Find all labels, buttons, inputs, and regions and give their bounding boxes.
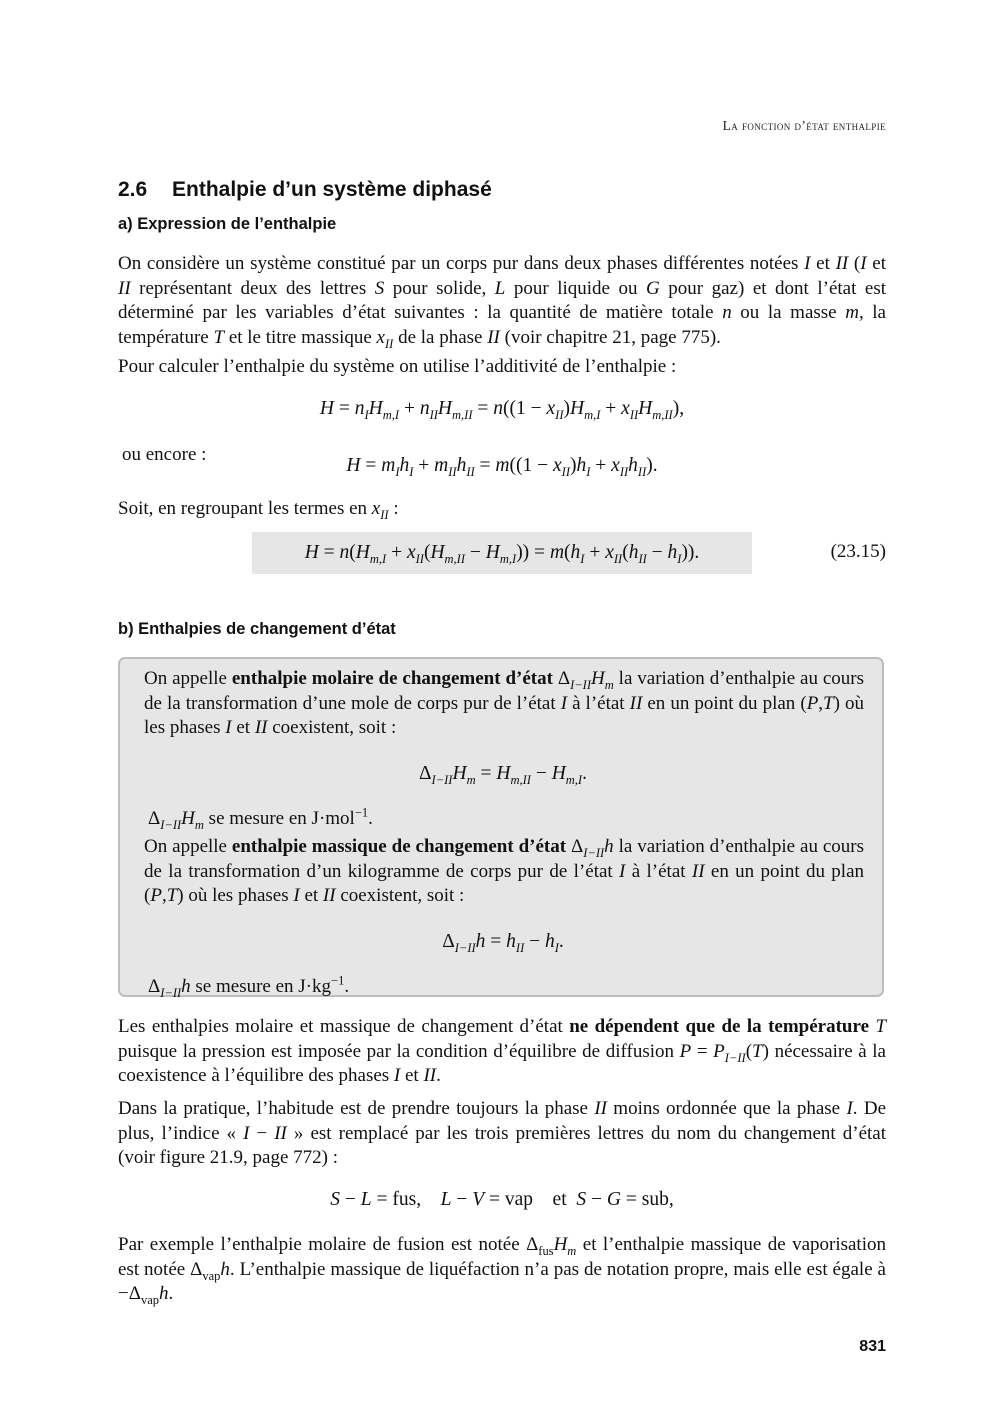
section-title [118, 178, 492, 202]
paragraph-intro: On considère un système constitué par un corps pur dans deux phases différentes notées I et II (I et II représentant deux des lettres S pour solide, L pour liquide ou G pour gaz) et dont l’état est déterminé par les variables d’état suivantes : la quantité de matière totale n ou la masse m, la température T et le titre massique $x_{II}$ de la phase II (voir chapitre 21, page 775). [118, 253, 887, 351]
text-soit-regroupant: Soit, en regroupant les termes en [118, 498, 368, 519]
equation-number: (23.15) [830, 541, 886, 562]
definition-box [118, 657, 884, 1000]
page-number: 831 [859, 1338, 886, 1355]
definition-massique: On appelle enthalpie massique de changement d’état $\Delta_{I-II}h$ la variation d’enthalpie au cours de la transformation d’un kilogramme de corps pur de l’état I à l’état II en un point du plan (P,T) où les phases I et II coexistent, soit : [144, 836, 865, 906]
running-head: La fonction d’état enthalpie [722, 118, 886, 133]
subsection-b-title: b) Enthalpies de changement d’état [118, 620, 396, 638]
equation-h-molar: $H = n_IH_{m,I} + n_{II}H_{m,II} = n((1 - x_{II})H_{m,I} + x_{II}H_{m,II})$, [319, 398, 685, 422]
paragraph-exemple: Par exemple l’enthalpie molaire de fusion est notée $\Delta_{fus}H_m$ et l’enthalpie massique de vaporisation est notée $\Delta_{vap}h$. L’enthalpie massique de liquéfaction n’a pas de notation propre, mais elle est égale à $-\Delta_{vap}h$. [118, 1234, 886, 1307]
equation-h-mass: $H = m_Ih_I + m_{II}h_{II} = m((1 - x_{II})h_I + x_{II}h_{II})$. [346, 455, 658, 479]
text-ou-encore: ou encore : [122, 444, 207, 465]
equation-delta-hm: $\Delta_{I-II}H_m = H_{m,II} - H_{m,I}$. [419, 763, 587, 787]
section-number: 2.6 [118, 178, 148, 201]
equation-delta-h: $\Delta_{I-II}h = h_{II} - h_I$. [442, 931, 564, 955]
paragraph-temperature: Les enthalpies molaire et massique de changement d’état ne dépendent que de la température T puisque la pression est imposée par la condition d’équilibre de diffusion $P = P_{I-II}(T)$ nécessaire à la coexistence à l’équilibre des phases I et II. [118, 1016, 887, 1086]
definition-molaire: On appelle enthalpie molaire de changement d’état $\Delta_{I-II}H_m$ la variation d’enthalpie au cours de la transformation d’une mole de corps pur de l’état I à l’état II en un point du plan (P,T) où les phases I et II coexistent, soit : [144, 668, 865, 738]
bold-molaire: enthalpie molaire de changement d’état [231, 668, 553, 689]
paragraph-additivity: Pour calculer l’enthalpie du système on utilise l’additivité de l’enthalpie : [118, 356, 677, 377]
equation-abbreviations: S − L = fus, L − V = vap et S − G = sub, [330, 1189, 674, 1210]
paragraph-regroupant: Soit, en regroupant les termes en $x_{II}$ : [118, 498, 399, 522]
subsection-a-title: a) Expression de l’enthalpie [118, 215, 337, 233]
text-colon: : [388, 498, 399, 519]
bold-temperature: ne dépendent que de la température [569, 1016, 870, 1037]
boxed-equation: $H = n(H_{m,I} + x_{II}(H_{m,II} - H_{m,I})) = m(h_I + x_{II}(h_{II} - h_I))$. [252, 532, 752, 574]
unit-molaire: $\Delta_{I-II}H_m$ se mesure en J·mol$^{-1}$. [148, 805, 373, 832]
unit-massique: $\Delta_{I-II}h$ se mesure en $J\cdot kg^{-1}$. [148, 973, 350, 1000]
bold-massique: enthalpie massique de changement d’état [231, 836, 567, 857]
paragraph-pratique: Dans la pratique, l’habitude est de prendre toujours la phase II moins ordonnée que la phase I. De plus, l’indice « I − II » est remplacé par les trois premières lettres du nom du changement d’état (voir figure 21.9, page 772) : [118, 1098, 887, 1168]
section-title-text: Enthalpie d’un système diphasé [172, 178, 492, 201]
